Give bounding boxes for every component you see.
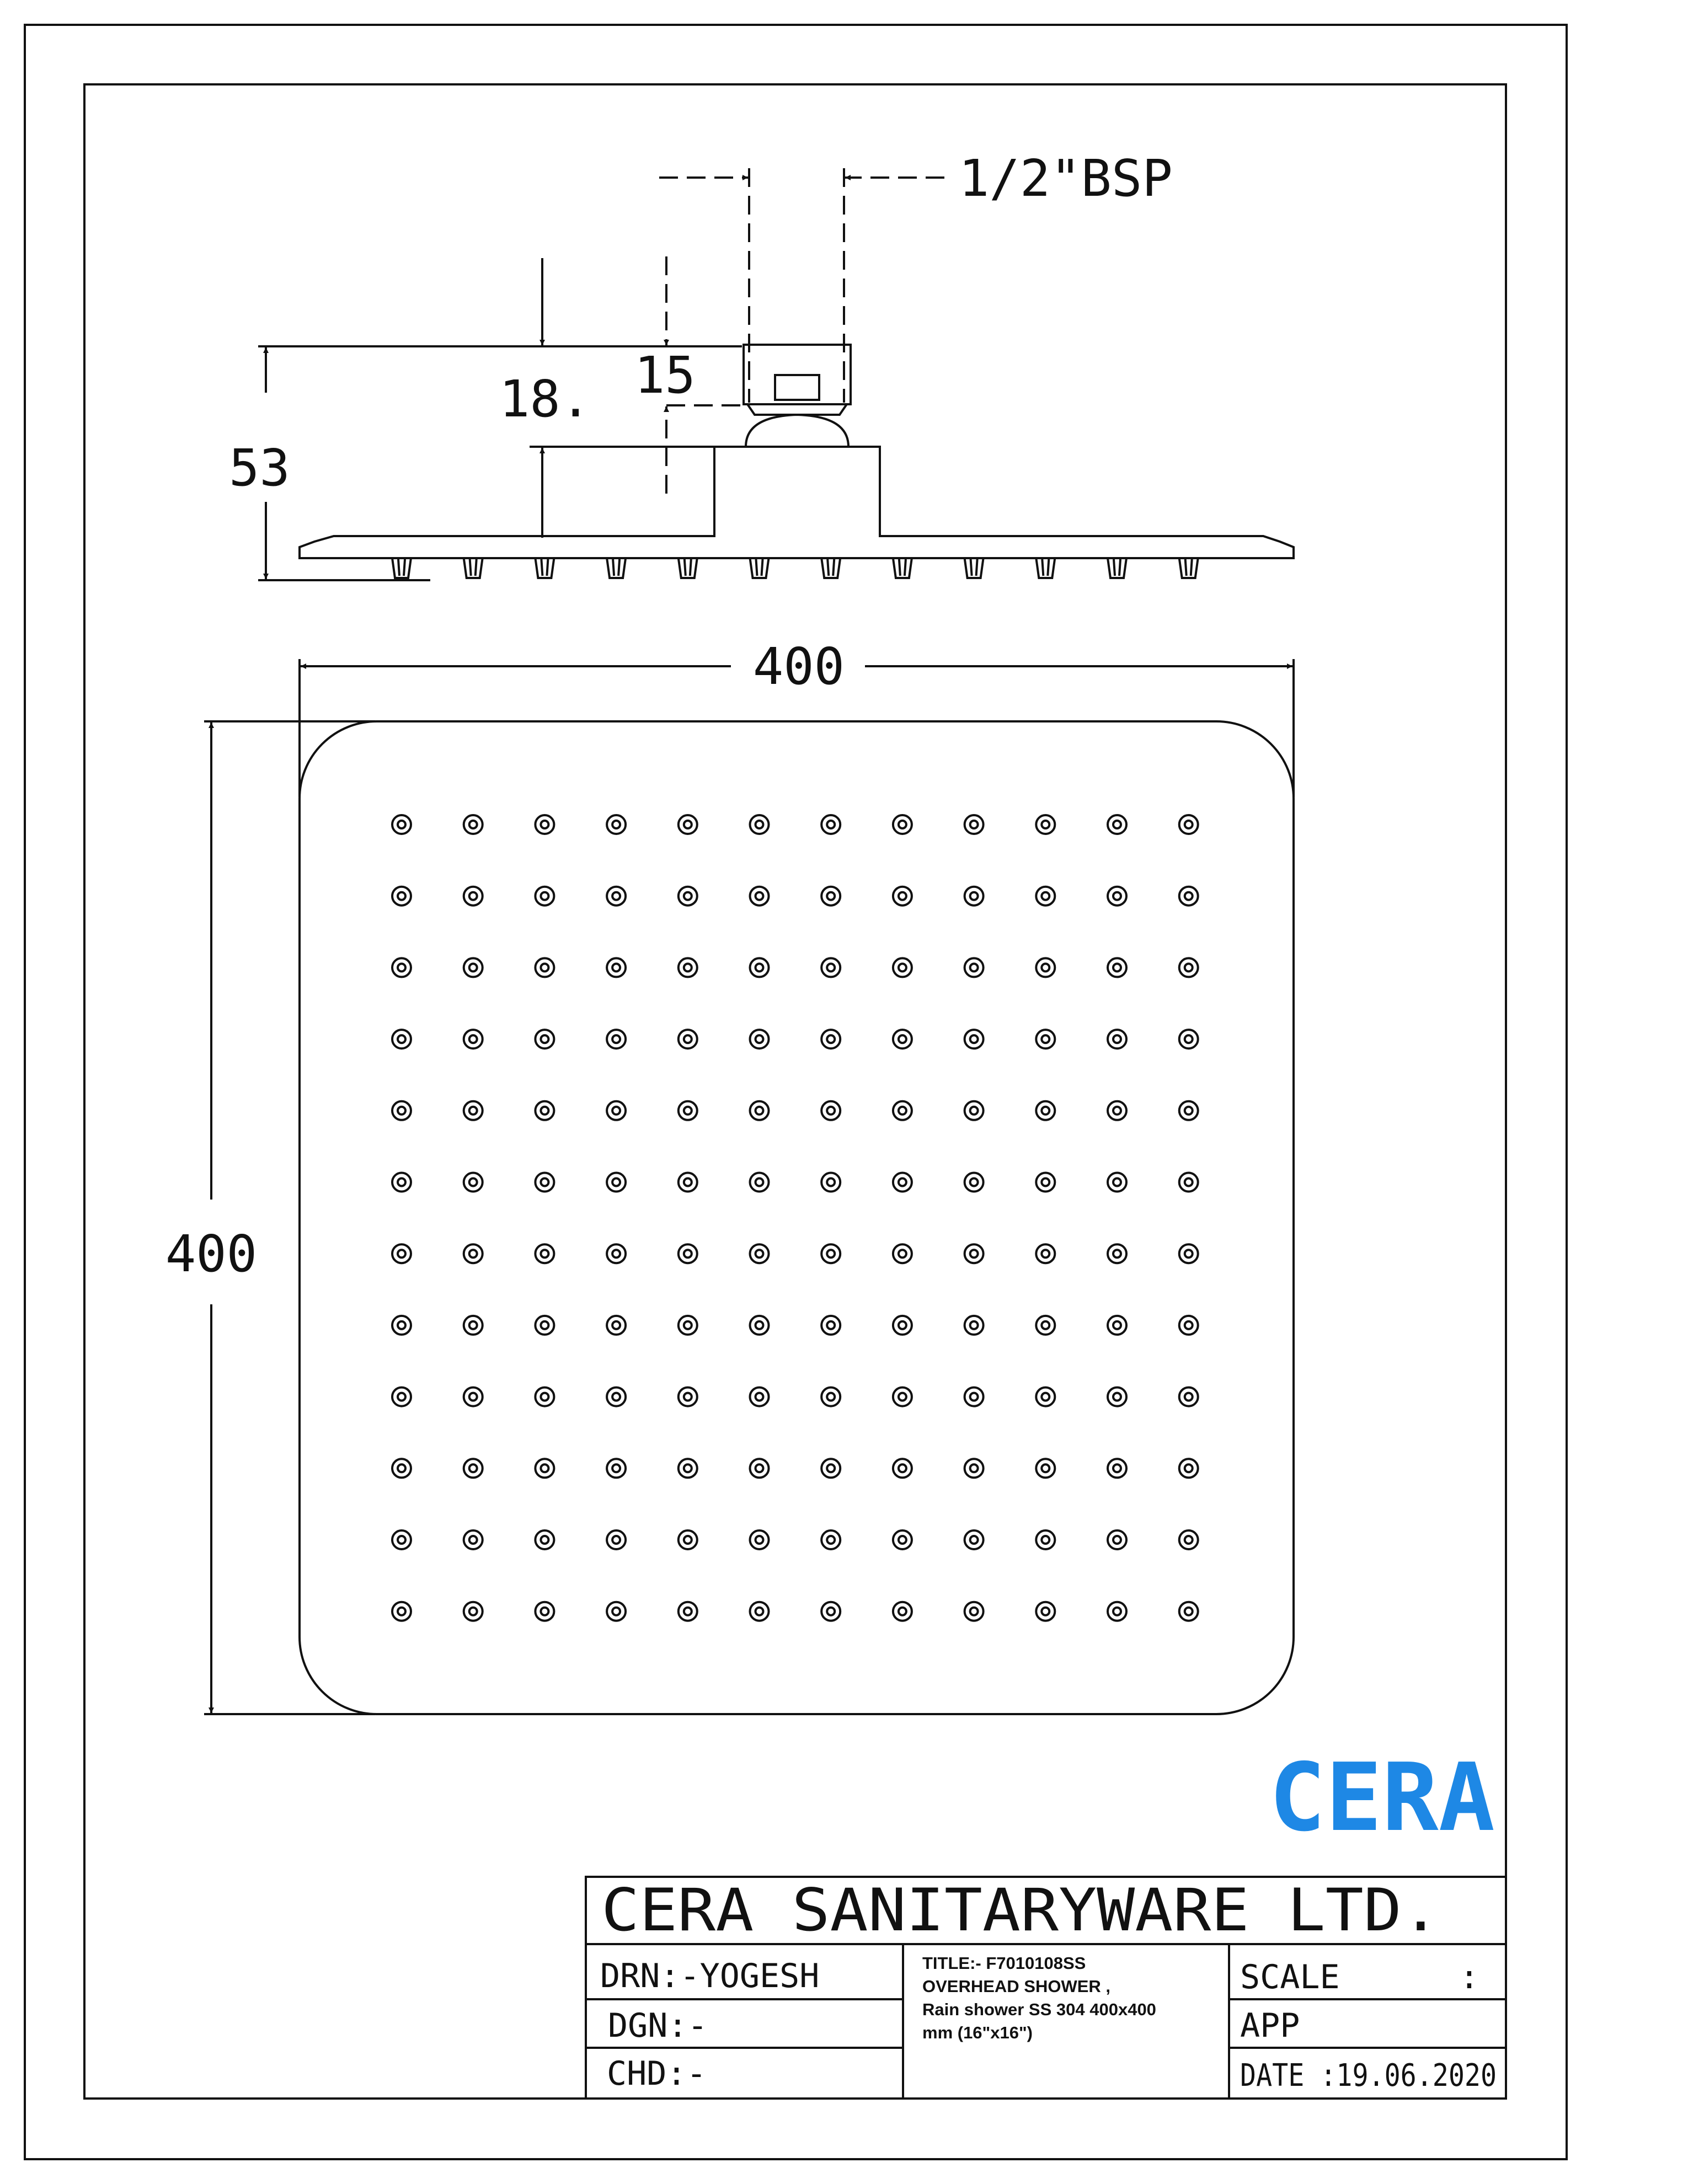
nozzle-hole xyxy=(821,1244,840,1263)
nozzle-hole xyxy=(750,958,769,977)
nozzle-hole xyxy=(893,1602,912,1621)
nozzle-hole xyxy=(965,1030,984,1048)
date-field: DATE :19.06.2020 xyxy=(1240,2058,1497,2094)
nozzle-hole xyxy=(821,1316,840,1335)
nozzle-hole xyxy=(679,1030,697,1048)
nozzle-hole xyxy=(965,1459,984,1478)
side-nozzle xyxy=(392,558,411,578)
nozzle-hole xyxy=(750,1602,769,1621)
nozzle-hole xyxy=(1108,1244,1126,1263)
nozzle-hole xyxy=(607,1459,626,1478)
nozzle-hole xyxy=(750,815,769,834)
nozzle-hole xyxy=(392,1173,411,1192)
nozzle-hole xyxy=(893,1030,912,1048)
nozzle-hole xyxy=(392,1316,411,1335)
shower-plate-outline xyxy=(300,447,1294,558)
nozzle-hole xyxy=(965,958,984,977)
nozzle-hole xyxy=(893,815,912,834)
nozzle-hole xyxy=(607,815,626,834)
nozzle-hole xyxy=(1179,1173,1198,1192)
nozzle-hole xyxy=(965,1244,984,1263)
dim-width-label: 400 xyxy=(752,637,845,696)
nozzle-hole xyxy=(535,1173,554,1192)
nozzle-hole xyxy=(1108,1316,1126,1335)
nozzle-hole xyxy=(821,1388,840,1406)
nozzle-hole xyxy=(893,887,912,906)
nozzle-hole xyxy=(1036,1602,1055,1621)
nozzle-hole xyxy=(1108,887,1126,906)
nozzle-hole xyxy=(1179,815,1198,834)
nozzle-hole xyxy=(679,1602,697,1621)
nozzle-hole xyxy=(607,1602,626,1621)
nozzle-hole xyxy=(1108,1173,1126,1192)
nozzle-hole xyxy=(392,1101,411,1120)
nozzle-hole xyxy=(750,1244,769,1263)
nozzle-hole xyxy=(392,887,411,906)
nozzle-hole xyxy=(1036,958,1055,977)
nozzle-hole xyxy=(750,1316,769,1335)
nozzle-hole xyxy=(1179,1244,1198,1263)
nozzle-hole xyxy=(535,887,554,906)
side-nozzle xyxy=(821,558,840,578)
nozzle-hole xyxy=(821,815,840,834)
nozzle-hole xyxy=(1108,1459,1126,1478)
nozzle-hole xyxy=(464,1530,483,1549)
nozzle-hole xyxy=(750,1459,769,1478)
nozzle-hole xyxy=(1036,1101,1055,1120)
dim-height-label: 400 xyxy=(165,1224,258,1283)
nozzle-hole xyxy=(1108,1388,1126,1406)
nozzle-hole xyxy=(464,1602,483,1621)
nozzle-hole xyxy=(965,1316,984,1335)
nozzle-hole xyxy=(821,1030,840,1048)
side-nozzle xyxy=(607,558,626,578)
nozzle-hole xyxy=(750,1030,769,1048)
nozzle-hole xyxy=(392,958,411,977)
side-nozzles xyxy=(392,558,1198,578)
nozzle-hole xyxy=(1036,1316,1055,1335)
nozzle-hole xyxy=(893,1244,912,1263)
side-nozzle xyxy=(893,558,912,578)
connector-inner xyxy=(775,375,819,400)
nozzle-hole xyxy=(965,1602,984,1621)
nozzle-hole xyxy=(893,1101,912,1120)
nozzle-hole xyxy=(821,1173,840,1192)
nozzle-hole xyxy=(893,1173,912,1192)
nozzle-hole xyxy=(750,1388,769,1406)
nozzle-hole xyxy=(535,958,554,977)
nozzle-hole xyxy=(535,1316,554,1335)
side-nozzle xyxy=(679,558,697,578)
nozzle-hole xyxy=(1036,1030,1055,1048)
nozzle-hole xyxy=(464,958,483,977)
nozzle-hole xyxy=(965,1101,984,1120)
nozzle-hole xyxy=(1179,1602,1198,1621)
nozzle-hole xyxy=(1179,1030,1198,1048)
nozzle-hole xyxy=(535,1388,554,1406)
nozzle-hole xyxy=(392,1388,411,1406)
nozzle-hole xyxy=(821,1530,840,1549)
nozzle-hole xyxy=(464,1244,483,1263)
nozzle-hole xyxy=(1108,815,1126,834)
nozzle-hole xyxy=(1179,1388,1198,1406)
nozzle-hole xyxy=(893,1388,912,1406)
plan-nozzles xyxy=(392,815,1198,1621)
nozzle-hole xyxy=(750,1173,769,1192)
nozzle-hole xyxy=(965,1530,984,1549)
company-name: CERA SANITARYWARE LTD. xyxy=(601,1876,1440,1944)
side-nozzle xyxy=(1179,558,1198,578)
nozzle-hole xyxy=(1179,887,1198,906)
side-view xyxy=(300,345,1294,558)
nozzle-hole xyxy=(821,1602,840,1621)
nozzle-hole xyxy=(392,1030,411,1048)
nozzle-hole xyxy=(535,1530,554,1549)
nozzle-hole xyxy=(1036,887,1055,906)
nozzle-hole xyxy=(1108,1101,1126,1120)
nozzle-hole xyxy=(1036,1244,1055,1263)
nozzle-hole xyxy=(893,1316,912,1335)
nozzle-hole xyxy=(1108,1530,1126,1549)
side-nozzle xyxy=(1036,558,1055,578)
nozzle-hole xyxy=(679,1316,697,1335)
nozzle-hole xyxy=(392,815,411,834)
nozzle-hole xyxy=(679,1459,697,1478)
nozzle-hole xyxy=(535,1101,554,1120)
nozzle-hole xyxy=(535,1602,554,1621)
height-dimension-plan xyxy=(204,721,375,1714)
nozzle-hole xyxy=(1036,1530,1055,1549)
connector-dome xyxy=(746,415,848,447)
nozzle-hole xyxy=(1036,1459,1055,1478)
nozzle-hole xyxy=(392,1459,411,1478)
dim-15-label: 15 xyxy=(634,346,696,405)
nozzle-hole xyxy=(607,1030,626,1048)
nozzle-hole xyxy=(1179,1101,1198,1120)
nozzle-hole xyxy=(965,1173,984,1192)
cera-logo: CERA xyxy=(1269,1743,1495,1853)
nozzle-hole xyxy=(607,1388,626,1406)
approved-field: APP xyxy=(1240,2006,1300,2045)
title-line-3: Rain shower SS 304 400x400 xyxy=(922,2000,1156,2019)
nozzle-hole xyxy=(1179,1459,1198,1478)
nozzle-hole xyxy=(821,958,840,977)
nozzle-hole xyxy=(821,1101,840,1120)
nozzle-hole xyxy=(679,887,697,906)
nozzle-hole xyxy=(679,1173,697,1192)
nozzle-hole xyxy=(535,1459,554,1478)
nozzle-hole xyxy=(679,1101,697,1120)
side-nozzle xyxy=(750,558,769,578)
nozzle-hole xyxy=(392,1602,411,1621)
nozzle-hole xyxy=(750,1530,769,1549)
scale-field: SCALE : xyxy=(1240,1958,1479,1996)
nozzle-hole xyxy=(893,1459,912,1478)
title-line-1: TITLE:- F7010108SS xyxy=(922,1953,1086,1973)
title-line-2: OVERHEAD SHOWER , xyxy=(922,1977,1111,1996)
nozzle-hole xyxy=(464,1173,483,1192)
nozzle-hole xyxy=(607,1101,626,1120)
nozzle-hole xyxy=(392,1244,411,1263)
nozzle-hole xyxy=(1036,1388,1055,1406)
nozzle-hole xyxy=(607,1530,626,1549)
side-nozzle xyxy=(1108,558,1126,578)
bsp-dimension xyxy=(659,168,944,403)
side-nozzle xyxy=(965,558,984,578)
nozzle-hole xyxy=(679,1244,697,1263)
nozzle-hole xyxy=(464,1459,483,1478)
nozzle-hole xyxy=(679,958,697,977)
nozzle-hole xyxy=(392,1530,411,1549)
nozzle-hole xyxy=(607,1316,626,1335)
connector-neck xyxy=(747,404,847,415)
title-line-4: mm (16"x16") xyxy=(922,2023,1033,2042)
side-nozzle xyxy=(535,558,554,578)
nozzle-hole xyxy=(965,887,984,906)
nozzle-hole xyxy=(1036,1173,1055,1192)
nozzle-hole xyxy=(607,887,626,906)
nozzle-hole xyxy=(893,958,912,977)
bsp-label: 1/2"BSP xyxy=(959,149,1173,208)
nozzle-hole xyxy=(1108,1030,1126,1048)
nozzle-hole xyxy=(750,1101,769,1120)
side-nozzle xyxy=(464,558,483,578)
nozzle-hole xyxy=(679,1530,697,1549)
nozzle-hole xyxy=(750,887,769,906)
nozzle-hole xyxy=(1108,958,1126,977)
dim-18-label: 18. xyxy=(499,370,591,429)
nozzle-hole xyxy=(464,887,483,906)
nozzle-hole xyxy=(965,815,984,834)
nozzle-hole xyxy=(464,1388,483,1406)
checked-by: CHD:- xyxy=(607,2054,707,2093)
nozzle-hole xyxy=(607,1173,626,1192)
nozzle-hole xyxy=(679,1388,697,1406)
nozzle-hole xyxy=(965,1388,984,1406)
nozzle-hole xyxy=(464,1030,483,1048)
drawn-by: DRN:-YOGESH xyxy=(600,1957,820,1995)
nozzle-hole xyxy=(1036,815,1055,834)
nozzle-hole xyxy=(1179,1316,1198,1335)
dim-53-label: 53 xyxy=(229,438,290,497)
nozzle-hole xyxy=(1179,1530,1198,1549)
nozzle-hole xyxy=(464,815,483,834)
nozzle-hole xyxy=(1179,958,1198,977)
designed-by: DGN:- xyxy=(608,2006,708,2045)
nozzle-hole xyxy=(464,1101,483,1120)
shower-plate-plan xyxy=(300,721,1294,1714)
nozzle-hole xyxy=(1108,1602,1126,1621)
nozzle-hole xyxy=(607,958,626,977)
nozzle-hole xyxy=(821,1459,840,1478)
nozzle-hole xyxy=(464,1316,483,1335)
nozzle-hole xyxy=(607,1244,626,1263)
nozzle-hole xyxy=(535,1030,554,1048)
nozzle-hole xyxy=(535,815,554,834)
nozzle-hole xyxy=(679,815,697,834)
nozzle-hole xyxy=(893,1530,912,1549)
nozzle-hole xyxy=(821,887,840,906)
nozzle-hole xyxy=(535,1244,554,1263)
